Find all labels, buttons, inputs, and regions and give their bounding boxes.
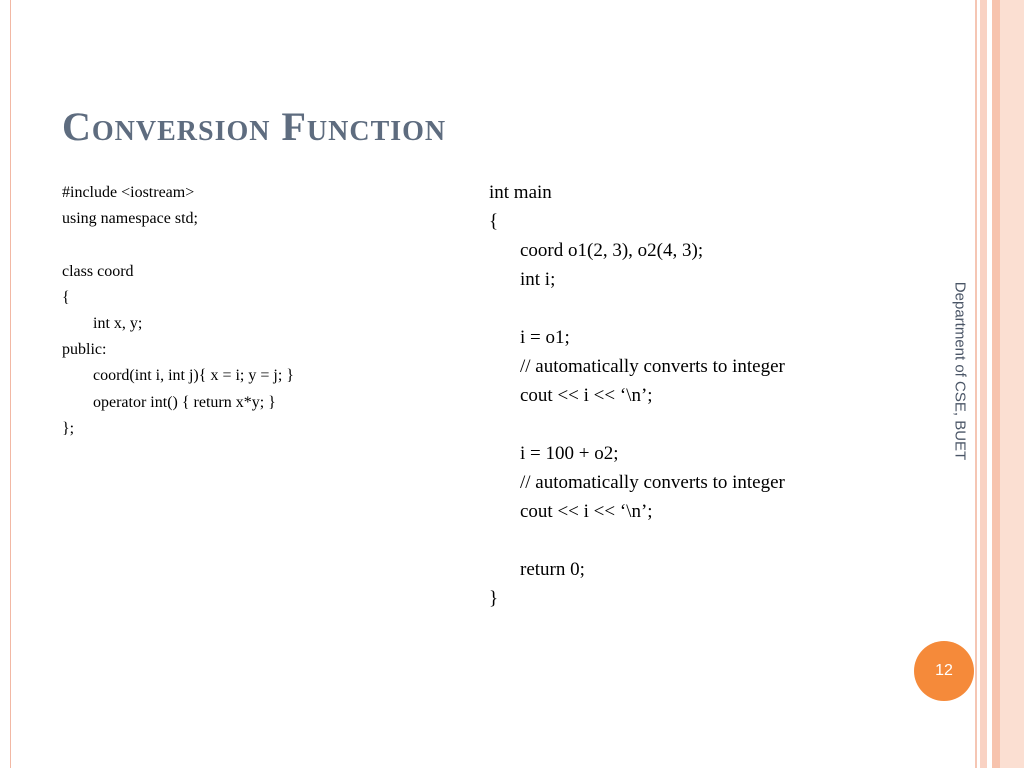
code-line	[62, 232, 294, 258]
code-line: return 0;	[520, 559, 585, 580]
code-line: int i;	[520, 269, 556, 290]
code-line	[489, 294, 785, 323]
code-line: class coord	[62, 262, 134, 280]
code-line: coord o1(2, 3), o2(4, 3);	[520, 240, 704, 261]
code-block-class	[62, 180, 294, 442]
code-line: {	[62, 288, 70, 306]
code-line: i = o1;	[520, 327, 570, 348]
code-line: #include <iostream>	[62, 184, 195, 201]
page-number: 12	[935, 662, 953, 679]
code-line: };	[62, 419, 75, 437]
left-border-line	[10, 0, 11, 768]
right-stripe-1	[975, 0, 977, 768]
code-line: int x, y;	[93, 315, 143, 332]
code-line	[489, 410, 785, 439]
code-line: // automatically converts to integer	[520, 356, 785, 377]
code-block-main	[489, 178, 785, 613]
right-stripe-2	[980, 0, 987, 768]
code-line: public:	[62, 341, 107, 359]
code-line: i = 100 + o2;	[520, 443, 619, 464]
code-line: operator int() { return x*y; }	[93, 393, 276, 411]
code-line	[489, 526, 785, 555]
right-stripe-5	[1000, 0, 1024, 768]
code-line: int main	[489, 182, 552, 203]
code-line: // automatically converts to integer	[520, 472, 785, 493]
code-line: cout << i << ‘\n’;	[520, 501, 653, 522]
code-line: coord(int i, int j){ x = i; y = j; }	[93, 367, 294, 385]
department-label: Department of CSE, BUET	[951, 281, 969, 461]
slide-title: Conversion Function	[62, 104, 447, 149]
page-number-badge	[914, 641, 974, 701]
code-line: {	[489, 211, 499, 232]
code-line: cout << i << ‘\n’;	[520, 385, 653, 406]
code-line: using namespace std;	[62, 210, 198, 228]
right-stripe-4	[992, 0, 1000, 768]
code-line: }	[489, 588, 499, 609]
